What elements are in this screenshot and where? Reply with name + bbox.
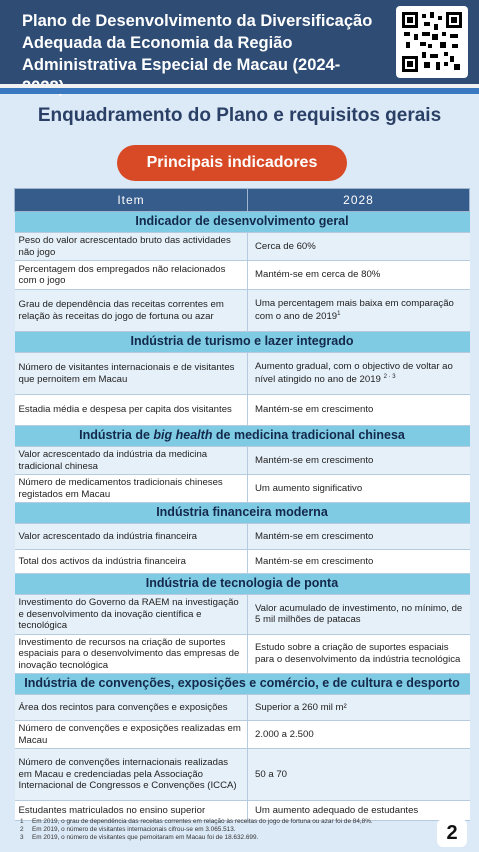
title-line-1: Plano de Desenvolvimento da Diversificação	[22, 12, 373, 30]
indicators-table	[14, 188, 470, 821]
table-row	[15, 447, 470, 475]
row-item: Número de convenções internacionais realizadas em Macau e credenciadas pela Associação Internacional de Congressos e Convenções (ICCA)	[15, 749, 248, 801]
section-title: Enquadramento do Plano e requisitos gerais	[37, 105, 442, 126]
footnote-text: Em 2019, o número de visitantes internacionais cifrou-se em 3.065.513.	[32, 826, 236, 833]
footnote-text: Em 2019, o grau de dependência das receitas correntes em relação às receitas do jogo de fortuna ou azar foi de 84,8%.	[32, 818, 373, 825]
category-technology: Indústria de tecnologia de ponta	[15, 574, 470, 595]
category-text-italic: big health	[153, 428, 213, 443]
row-value: Mantém-se em crescimento	[248, 447, 470, 475]
category-general: Indicador de desenvolvimento geral	[15, 212, 470, 233]
category-tourism: Indústria de turismo e lazer integrado	[15, 332, 470, 353]
row-item: Peso do valor acrescentado bruto das actividades não jogo	[15, 233, 248, 261]
row-item: Grau de dependência das receitas correntes em relação às receitas do jogo de fortuna ou azar	[15, 290, 248, 332]
row-value	[248, 353, 470, 395]
footnotes	[20, 818, 430, 842]
table-row	[15, 261, 470, 290]
row-item: Investimento de recursos na criação de suportes espaciais para o desenvolvimento das empresas de inovação tecnológica	[15, 634, 248, 674]
footnote-ref: 1	[337, 311, 341, 318]
category-text: de medicina tradicional chinesa	[212, 428, 405, 443]
category-row	[15, 674, 470, 695]
category-finance: Indústria financeira moderna	[15, 503, 470, 524]
footnote-1	[20, 818, 430, 826]
category-row	[15, 503, 470, 524]
category-health	[15, 426, 470, 447]
indicators-pill-label: Principais indicadores	[117, 145, 347, 181]
table-row	[15, 749, 470, 801]
row-value: Valor acumulado de investimento, no mínimo, de 5 mil milhões de patacas	[248, 595, 470, 635]
table-row	[15, 290, 470, 332]
header-stripe-blue	[0, 88, 479, 94]
row-value: Um aumento adequado de estudantes	[248, 801, 470, 821]
category-row	[15, 426, 470, 447]
row-value-text: Uma percentagem mais baixa em comparação com o ano de 2019	[255, 297, 454, 323]
row-value: Mantém-se em crescimento	[248, 550, 470, 574]
table-row	[15, 695, 470, 721]
row-item: Estudantes matriculados no ensino superior	[15, 801, 248, 821]
row-item: Número de visitantes internacionais e de visitantes que pernoitem em Macau	[15, 353, 248, 395]
row-value: 50 a 70	[248, 749, 470, 801]
table-row	[15, 524, 470, 550]
table-row	[15, 550, 470, 574]
row-value: Estudo sobre a criação de suportes espaciais para o desenvolvimento da indústria tecnológica	[248, 634, 470, 674]
row-item: Percentagem dos empregados não relacionados com o jogo	[15, 261, 248, 290]
row-value: Mantém-se em crescimento	[248, 524, 470, 550]
row-value: Mantém-se em crescimento	[248, 395, 470, 426]
table-row	[15, 475, 470, 503]
row-value: 2.000 a 2.500	[248, 721, 470, 749]
qr-code-icon[interactable]	[396, 6, 468, 78]
category-conventions: Indústria de convenções, exposições e comércio, e de cultura e desporto	[15, 674, 470, 695]
category-row	[15, 574, 470, 595]
row-value: Um aumento significativo	[248, 475, 470, 503]
category-row	[15, 332, 470, 353]
table-row	[15, 395, 470, 426]
header-banner	[0, 0, 479, 84]
table-row	[15, 233, 470, 261]
footnote-3	[20, 834, 430, 842]
row-item: Estadia média e despesa per capita dos visitantes	[15, 395, 248, 426]
row-item: Valor acrescentado da indústria financeira	[15, 524, 248, 550]
column-header-item: Item	[15, 189, 248, 212]
row-item: Número de convenções e exposições realizadas em Macau	[15, 721, 248, 749]
column-header-year: 2028	[248, 189, 470, 212]
page-number: 2	[437, 819, 467, 847]
table-row	[15, 721, 470, 749]
category-text: Indústria de	[79, 428, 154, 443]
footnote-number: 3	[20, 834, 24, 841]
title-line-2: Adequada da Economia da Região	[22, 34, 293, 52]
table-header-row	[15, 189, 470, 212]
category-row	[15, 212, 470, 233]
row-item: Investimento do Governo da RAEM na investigação e desenvolvimento da inovação científica e tecnológica	[15, 595, 248, 635]
row-value	[248, 290, 470, 332]
footnote-2	[20, 826, 430, 834]
row-value-text: Aumento gradual, com o objectivo de voltar ao nível atingido no ano de 2019	[255, 360, 453, 386]
footnote-number: 2	[20, 826, 24, 833]
row-item: Área dos recintos para convenções e exposições	[15, 695, 248, 721]
row-item: Número de medicamentos tradicionais chineses registados em Macau	[15, 475, 248, 503]
footnote-text: Em 2019, o número de visitantes que pernoitaram em Macau foi de 18.632.699.	[32, 834, 259, 841]
row-value: Mantém-se em cerca de 80%	[248, 261, 470, 290]
table-row	[15, 353, 470, 395]
row-item: Valor acrescentado da indústria da medicina tradicional chinesa	[15, 447, 248, 475]
footnote-number: 1	[20, 818, 24, 825]
row-item: Total dos activos da indústria financeira	[15, 550, 248, 574]
title-line-3: Administrativa Especial de Macau (2024-	[22, 56, 341, 74]
table-row	[15, 634, 470, 674]
table-row	[15, 595, 470, 635]
footnote-ref: 2 · 3	[383, 374, 396, 381]
row-value: Superior a 260 mil m²	[248, 695, 470, 721]
row-value: Cerca de 60%	[248, 233, 470, 261]
